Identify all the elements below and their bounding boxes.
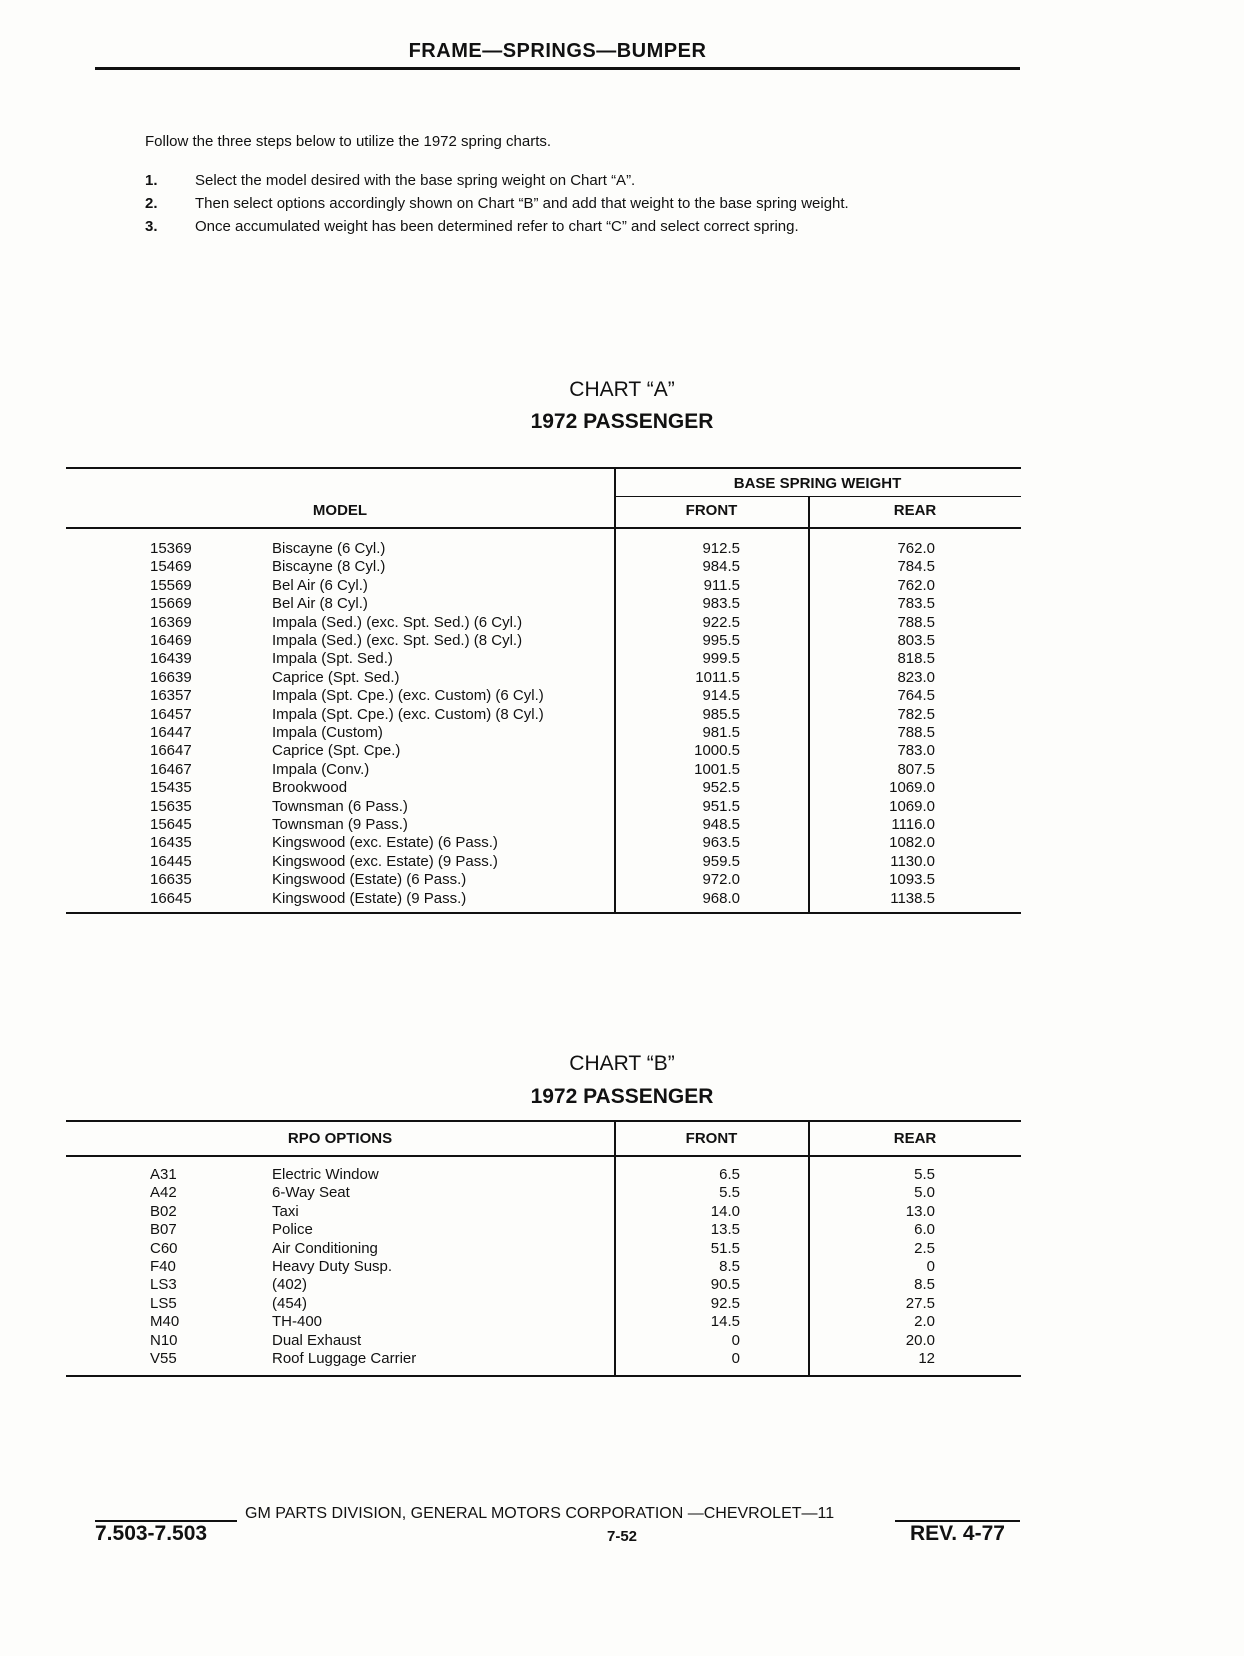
model-code: 16457	[150, 705, 192, 723]
front-weight: 5.5	[719, 1184, 740, 1202]
model-code: V55	[150, 1350, 177, 1367]
chart-b-header-rule	[66, 1155, 1021, 1157]
front-weight: 922.5	[702, 613, 740, 631]
footer-revision: REV. 4-77	[910, 1522, 1005, 1545]
front-weight: 951.5	[702, 797, 740, 815]
table-row	[0, 650, 1244, 668]
model-name: Impala (Conv.)	[272, 760, 370, 778]
model-name: Kingswood (exc. Estate) (9 Pass.)	[272, 852, 498, 870]
model-code: 16445	[150, 852, 192, 870]
rear-weight: 27.5	[905, 1294, 935, 1312]
model-code: C60	[150, 1239, 178, 1257]
model-name: 6-Way Seat	[272, 1184, 350, 1202]
front-weight: 952.5	[702, 779, 740, 797]
model-code: LS3	[150, 1276, 177, 1294]
table-row	[0, 1184, 1244, 1202]
step-number: 3.	[145, 218, 158, 235]
table-row	[0, 1350, 1244, 1368]
model-name: Bel Air (8 Cyl.)	[272, 595, 368, 613]
table-row	[0, 577, 1244, 595]
chart-a-title: CHART “A”	[569, 378, 675, 401]
front-weight: 14.0	[710, 1202, 740, 1220]
table-row	[0, 724, 1244, 742]
model-name: Impala (Spt. Cpe.) (exc. Custom) (8 Cyl.)	[272, 705, 544, 723]
front-weight: 0	[731, 1331, 740, 1349]
model-code: B07	[150, 1221, 177, 1239]
model-name: TH-400	[272, 1313, 323, 1331]
model-code: 16447	[150, 724, 192, 741]
model-name: Townsman (9 Pass.)	[272, 816, 408, 833]
model-code: 15469	[150, 558, 192, 576]
model-code: 15569	[150, 576, 192, 594]
front-weight: 981.5	[702, 724, 740, 741]
table-row	[0, 1258, 1244, 1276]
model-code: F40	[150, 1258, 176, 1275]
rear-weight: 2.0	[914, 1313, 935, 1331]
rear-weight: 12	[918, 1350, 935, 1367]
rear-weight: 783.0	[897, 742, 935, 760]
table-row	[0, 853, 1244, 871]
intro-text: Follow the three steps below to utilize the 1972 spring charts.	[145, 133, 552, 150]
table-row	[0, 890, 1244, 908]
model-name: Caprice (Spt. Sed.)	[272, 668, 400, 686]
model-code: LS5	[150, 1294, 177, 1312]
model-code: 15635	[150, 797, 192, 815]
front-weight: 984.5	[702, 558, 740, 576]
model-code: 15369	[150, 540, 192, 557]
model-code: A31	[150, 1166, 177, 1183]
model-code: 16645	[150, 889, 192, 907]
step-text: Select the model desired with the base spring weight on Chart “A”.	[195, 172, 636, 189]
rear-weight: 8.5	[914, 1276, 935, 1294]
front-weight: 948.5	[702, 816, 740, 833]
front-weight: 972.0	[702, 871, 740, 889]
front-weight: 914.5	[702, 687, 740, 705]
model-code: 16369	[150, 613, 192, 631]
rear-weight: 762.0	[897, 576, 935, 594]
model-name: Police	[272, 1221, 313, 1239]
table-row	[0, 1276, 1244, 1294]
rear-weight: 784.5	[897, 558, 935, 576]
table-row	[0, 614, 1244, 632]
model-code: 16647	[150, 742, 192, 760]
model-code: 16439	[150, 650, 192, 668]
rear-weight: 1069.0	[889, 779, 935, 797]
chart-a-col-rear: REAR	[893, 502, 937, 519]
model-name: Impala (Sed.) (exc. Spt. Sed.) (8 Cyl.)	[272, 632, 523, 649]
model-name: Taxi	[272, 1202, 299, 1220]
table-row	[0, 632, 1244, 650]
model-name: Biscayne (6 Cyl.)	[272, 540, 386, 557]
title-rule	[95, 67, 1020, 70]
model-name: Brookwood	[272, 779, 348, 797]
front-weight: 14.5	[710, 1313, 740, 1331]
rear-weight: 788.5	[897, 724, 935, 741]
model-code: 16635	[150, 871, 192, 889]
chart-a-group-rule	[614, 496, 1021, 497]
model-name: Biscayne (8 Cyl.)	[272, 558, 386, 576]
rear-weight: 2.5	[914, 1239, 935, 1257]
model-code: 16469	[150, 632, 192, 649]
model-name: Bel Air (6 Cyl.)	[272, 576, 368, 594]
table-row	[0, 540, 1244, 558]
model-code: 15645	[150, 816, 192, 833]
model-name: Kingswood (exc. Estate) (6 Pass.)	[272, 834, 498, 852]
rear-weight: 13.0	[905, 1202, 935, 1220]
front-weight: 983.5	[702, 595, 740, 613]
table-row	[0, 1240, 1244, 1258]
model-name: Heavy Duty Susp.	[272, 1258, 393, 1275]
chart-a-bottom-rule	[66, 912, 1021, 914]
model-name: Impala (Spt. Cpe.) (exc. Custom) (6 Cyl.)	[272, 687, 544, 705]
table-row	[0, 798, 1244, 816]
table-row	[0, 1166, 1244, 1184]
rear-weight: 788.5	[897, 613, 935, 631]
footer-page-number: 7-52	[606, 1528, 638, 1545]
table-row	[0, 595, 1244, 613]
model-name: Electric Window	[272, 1166, 379, 1183]
model-code: 15435	[150, 779, 192, 797]
rear-weight: 0	[926, 1258, 935, 1275]
front-weight: 912.5	[702, 540, 740, 557]
front-weight: 985.5	[702, 705, 740, 723]
rear-weight: 803.5	[897, 632, 935, 649]
model-name: Townsman (6 Pass.)	[272, 797, 408, 815]
table-row	[0, 669, 1244, 687]
model-code: N10	[150, 1331, 178, 1349]
rear-weight: 1082.0	[889, 834, 935, 852]
rear-weight: 1138.5	[890, 889, 935, 907]
table-row	[0, 871, 1244, 889]
front-weight: 51.5	[710, 1239, 740, 1257]
table-row	[0, 706, 1244, 724]
rear-weight: 764.5	[897, 687, 935, 705]
table-row	[0, 687, 1244, 705]
model-name: Impala (Spt. Sed.)	[272, 650, 393, 668]
model-name: (454)	[272, 1294, 308, 1312]
table-row	[0, 1332, 1244, 1350]
model-name: Impala (Sed.) (exc. Spt. Sed.) (6 Cyl.)	[272, 613, 523, 631]
chart-a-header-rule	[66, 527, 1021, 529]
chart-b-col-front: FRONT	[685, 1130, 738, 1147]
front-weight: 0	[731, 1350, 740, 1367]
page-title: FRAME—SPRINGS—BUMPER	[408, 40, 707, 62]
step-number: 2.	[145, 195, 158, 212]
front-weight: 90.5	[710, 1276, 740, 1294]
front-weight: 1001.5	[694, 760, 740, 778]
rear-weight: 762.0	[897, 540, 935, 557]
chart-a-subtitle: 1972 PASSENGER	[530, 410, 714, 433]
front-weight: 13.5	[710, 1221, 740, 1239]
model-name: Kingswood (Estate) (6 Pass.)	[272, 871, 467, 889]
model-code: M40	[150, 1313, 180, 1331]
model-code: B02	[150, 1202, 177, 1220]
step-text: Then select options accordingly shown on Chart “B” and add that weight to the base spring weight.	[195, 195, 849, 212]
rear-weight: 782.5	[897, 705, 935, 723]
rear-weight: 818.5	[897, 650, 935, 668]
front-weight: 968.0	[702, 889, 740, 907]
front-weight: 6.5	[719, 1166, 740, 1183]
table-row	[0, 834, 1244, 852]
front-weight: 995.5	[702, 632, 740, 649]
rear-weight: 6.0	[914, 1221, 935, 1239]
table-row	[0, 1221, 1244, 1239]
rear-weight: 1093.5	[889, 871, 935, 889]
footer-section-number: 7.503-7.503	[95, 1522, 208, 1545]
model-code: A42	[150, 1184, 177, 1202]
front-weight: 959.5	[702, 852, 740, 870]
chart-a-col-front: FRONT	[685, 502, 738, 519]
step-text: Once accumulated weight has been determined refer to chart “C” and select correct spring.	[195, 218, 799, 235]
rear-weight: 807.5	[897, 760, 935, 778]
front-weight: 963.5	[702, 834, 740, 852]
model-name: (402)	[272, 1276, 308, 1294]
chart-a-col-model: MODEL	[312, 502, 368, 519]
rear-weight: 1116.0	[891, 816, 935, 833]
rear-weight: 20.0	[905, 1331, 935, 1349]
table-row	[0, 816, 1244, 834]
front-weight: 92.5	[710, 1294, 740, 1312]
table-row	[0, 1203, 1244, 1221]
table-row	[0, 779, 1244, 797]
model-code: 16357	[150, 687, 192, 705]
model-name: Roof Luggage Carrier	[272, 1350, 417, 1367]
chart-a-group-header: BASE SPRING WEIGHT	[733, 475, 902, 492]
front-weight: 8.5	[719, 1258, 740, 1275]
rear-weight: 823.0	[897, 668, 935, 686]
rear-weight: 783.5	[897, 595, 935, 613]
footer-corporation: GM PARTS DIVISION, GENERAL MOTORS CORPORATION —CHEVROLET—11	[245, 1505, 835, 1522]
chart-b-col-options: RPO OPTIONS	[287, 1130, 393, 1147]
model-name: Air Conditioning	[272, 1239, 378, 1257]
model-name: Kingswood (Estate) (9 Pass.)	[272, 889, 467, 907]
model-code: 15669	[150, 595, 192, 613]
table-row	[0, 761, 1244, 779]
chart-b-top-rule	[66, 1120, 1021, 1122]
rear-weight: 5.5	[914, 1166, 935, 1183]
front-weight: 911.5	[703, 576, 740, 594]
rear-weight: 5.0	[914, 1184, 935, 1202]
chart-b-title: CHART “B”	[569, 1052, 675, 1075]
front-weight: 999.5	[702, 650, 740, 668]
model-name: Dual Exhaust	[272, 1331, 362, 1349]
rear-weight: 1069.0	[889, 797, 935, 815]
rear-weight: 1130.0	[890, 852, 935, 870]
model-code: 16435	[150, 834, 192, 852]
front-weight: 1000.5	[694, 742, 740, 760]
chart-b-bottom-rule	[66, 1375, 1021, 1377]
chart-b-col-rear: REAR	[893, 1130, 937, 1147]
table-row	[0, 558, 1244, 576]
model-code: 16639	[150, 668, 192, 686]
chart-b-subtitle: 1972 PASSENGER	[530, 1085, 714, 1108]
step-number: 1.	[145, 172, 158, 189]
model-name: Impala (Custom)	[272, 724, 383, 741]
table-row	[0, 1313, 1244, 1331]
table-row	[0, 742, 1244, 760]
model-code: 16467	[150, 760, 192, 778]
chart-a-top-rule	[66, 467, 1021, 469]
model-name: Caprice (Spt. Cpe.)	[272, 742, 401, 760]
front-weight: 1011.5	[695, 668, 740, 686]
table-row	[0, 1295, 1244, 1313]
